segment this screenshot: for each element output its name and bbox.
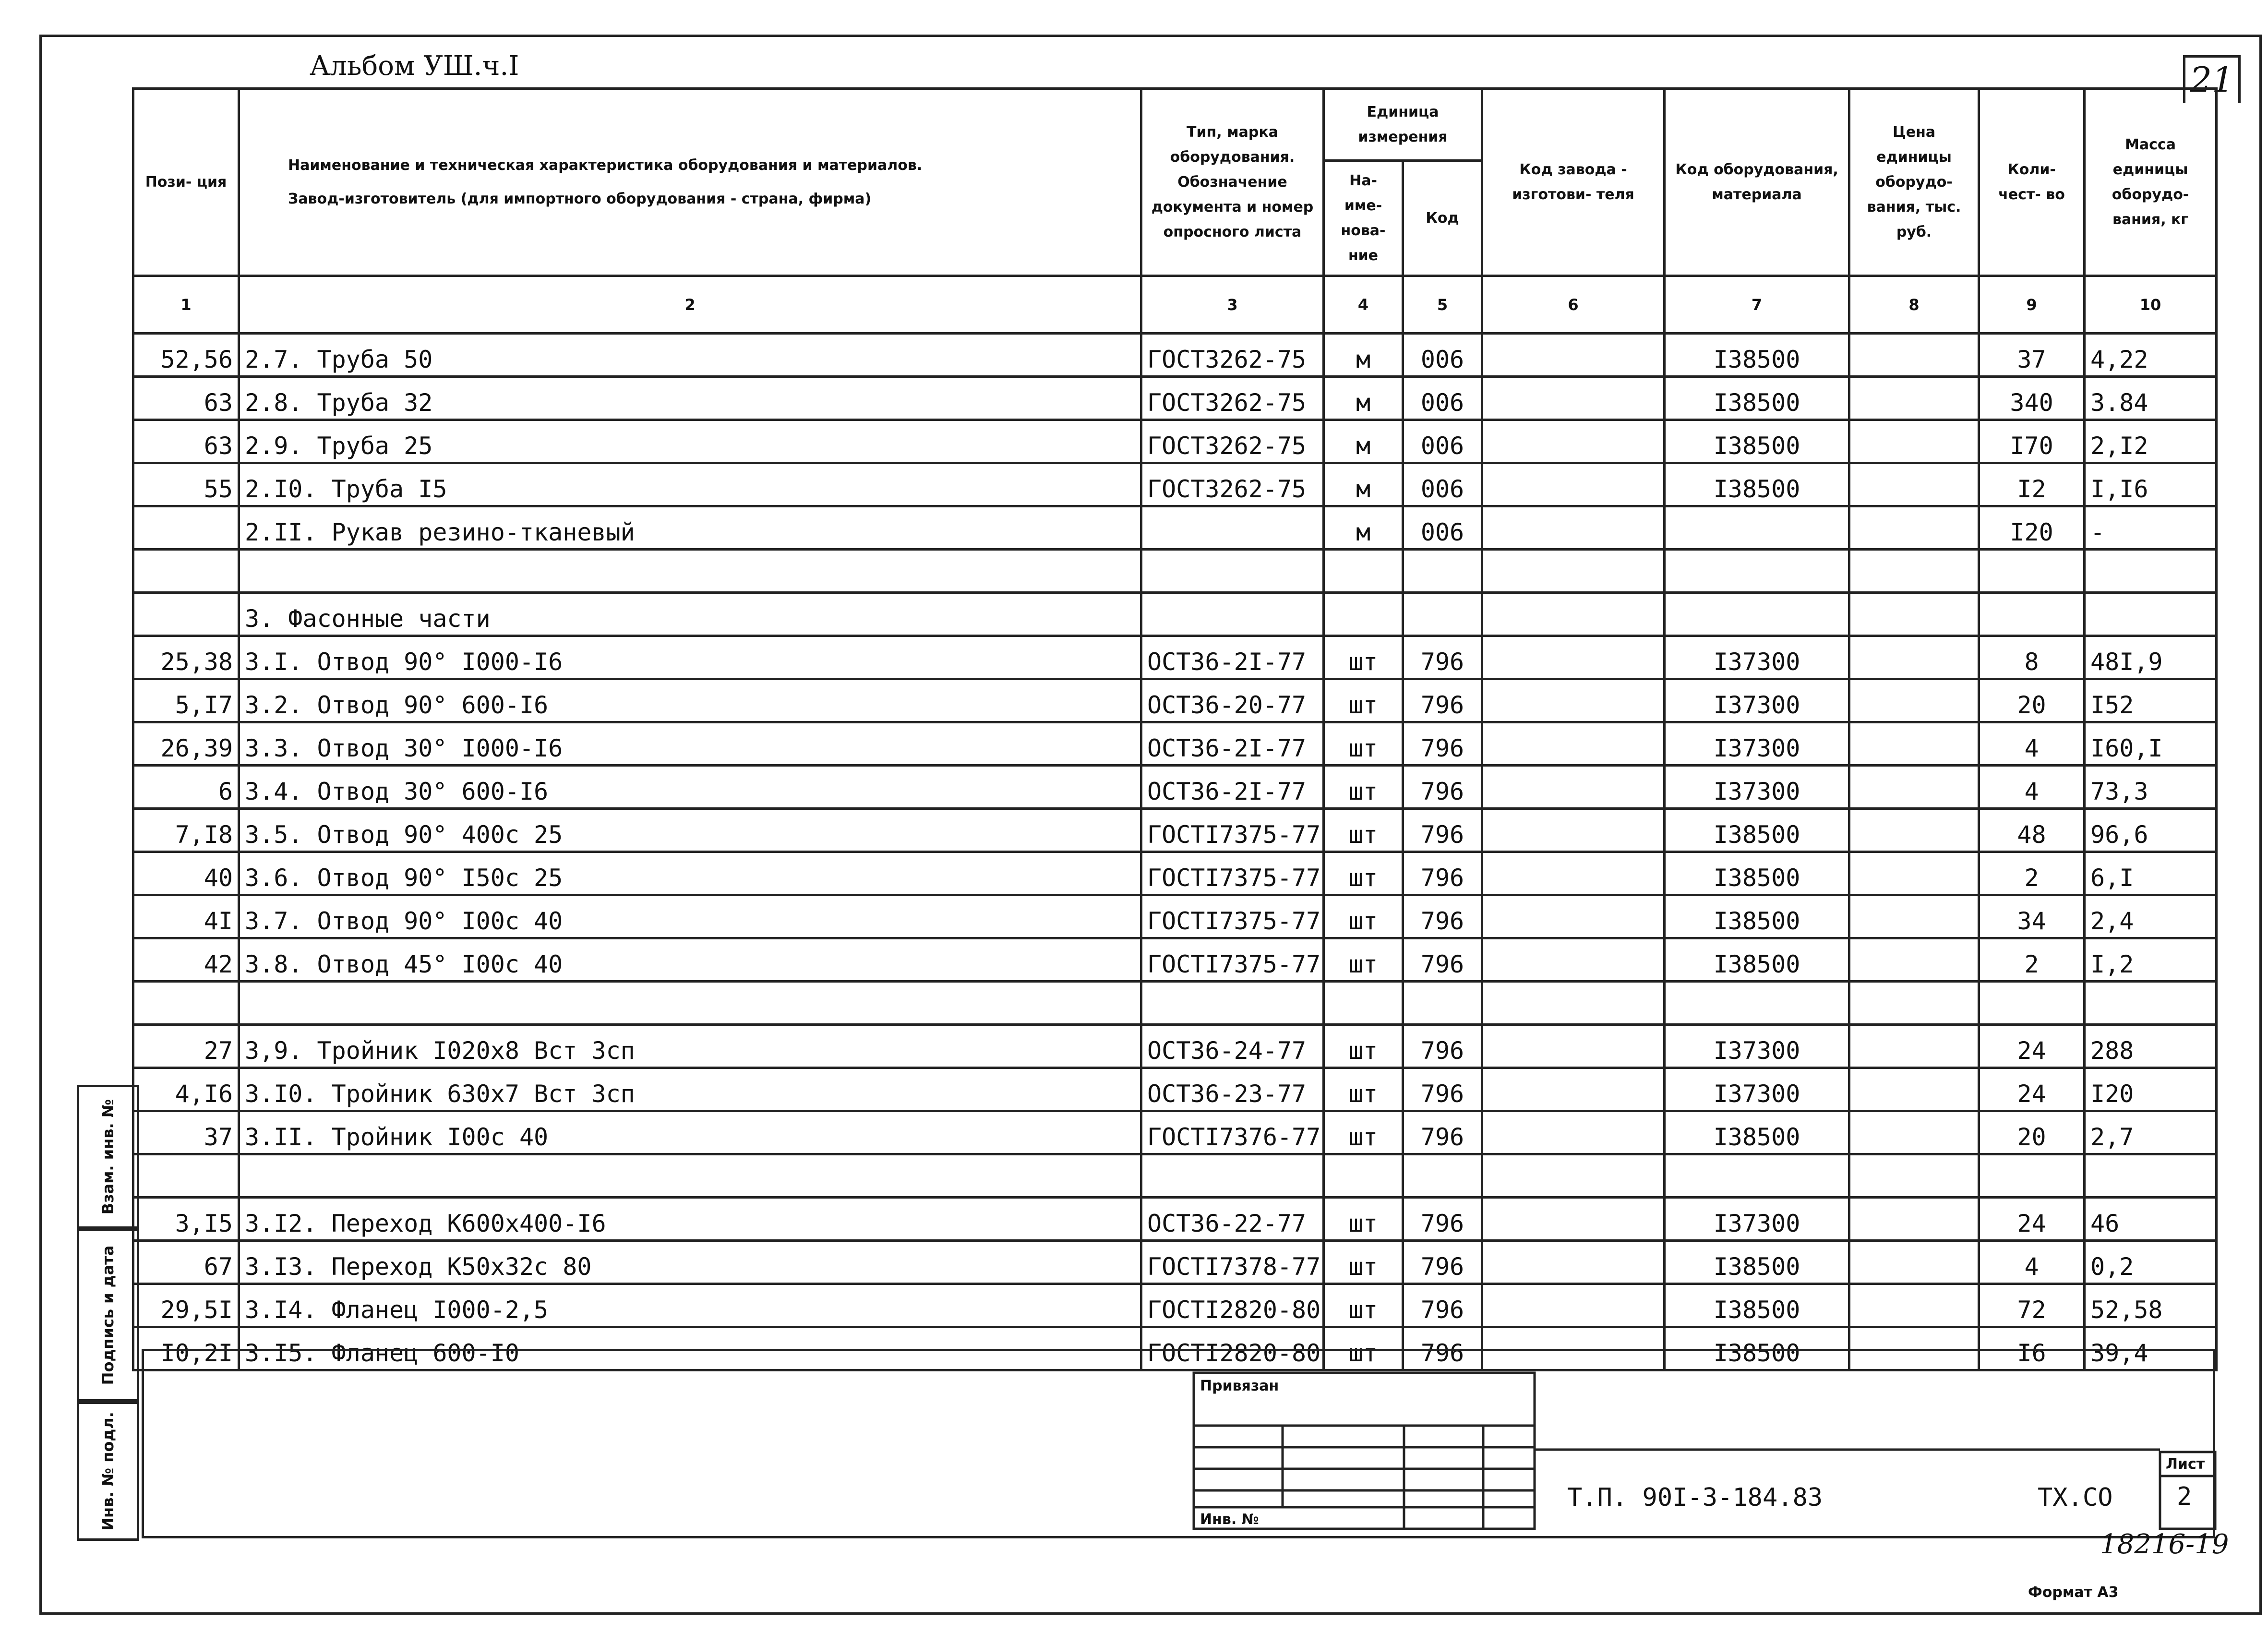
cell-name: 3.2. Отвод 90° 600-I6 <box>239 679 1141 722</box>
cell-position: 52,56 <box>133 334 239 377</box>
cell-position: 25,38 <box>133 636 239 679</box>
cell-unit-code: 006 <box>1403 377 1482 420</box>
cell-quantity: 24 <box>1979 1198 2085 1241</box>
cell-equipment-code: I38500 <box>1665 420 1849 463</box>
col-header-mass: Масса единицы оборудо- вания, кг <box>2085 89 2217 276</box>
cell-position: 40 <box>133 852 239 895</box>
cell-unit-name: шт <box>1324 852 1403 895</box>
cell-unit-name: м <box>1324 420 1403 463</box>
cell-mass: I52 <box>2085 679 2217 722</box>
cell-mass: I,2 <box>2085 938 2217 982</box>
cell-quantity: 34 <box>1979 895 2085 938</box>
cell-position: 42 <box>133 938 239 982</box>
cell-type-doc: ОСТ36-20-77 <box>1141 679 1324 722</box>
cell-quantity: 4 <box>1979 722 2085 766</box>
cell-type-doc: ГОСТ3262-75 <box>1141 463 1324 506</box>
cell-unit-code: 796 <box>1403 1068 1482 1111</box>
cell-unit-code: 796 <box>1403 809 1482 852</box>
cell-position: 3,I5 <box>133 1198 239 1241</box>
cell-unit-code: 796 <box>1403 1025 1482 1068</box>
list-label: Лист <box>2166 1456 2205 1473</box>
cell-name: 3.8. Отвод 45° I00с 40 <box>239 938 1141 982</box>
cell-unit-name: шт <box>1324 809 1403 852</box>
cell-mass: 2,7 <box>2085 1111 2217 1154</box>
cell-equipment-code: I38500 <box>1665 1241 1849 1284</box>
cell-unit-code: 006 <box>1403 334 1482 377</box>
col-number: 1 <box>133 276 239 334</box>
cell-mass: 96,6 <box>2085 809 2217 852</box>
cell-equipment-code: I38500 <box>1665 334 1849 377</box>
cell-unit-code: 796 <box>1403 636 1482 679</box>
cell-quantity: 8 <box>1979 636 2085 679</box>
cell-unit-code: 796 <box>1403 938 1482 982</box>
cell-position: 55 <box>133 463 239 506</box>
cell-name: 3,9. Тройник I020х8 Вст 3сп <box>239 1025 1141 1068</box>
cell-unit-name: м <box>1324 377 1403 420</box>
cell-quantity: 20 <box>1979 1111 2085 1154</box>
cell-name: 3.I5. Фланец 600-I0 <box>239 1327 1141 1370</box>
cell-unit-name: шт <box>1324 679 1403 722</box>
cell-mass: 39,4 <box>2085 1327 2217 1370</box>
cell-unit-name: шт <box>1324 938 1403 982</box>
cell-quantity: 340 <box>1979 377 2085 420</box>
cell-quantity: 4 <box>1979 766 2085 809</box>
cell-equipment-code: I37300 <box>1665 722 1849 766</box>
cell-quantity: I2 <box>1979 463 2085 506</box>
cell-equipment-code: I37300 <box>1665 679 1849 722</box>
cell-name: 3.3. Отвод 30° I000-I6 <box>239 722 1141 766</box>
cell-mass: 288 <box>2085 1025 2217 1068</box>
cell-equipment-code: I38500 <box>1665 377 1849 420</box>
col-header-position: Пози- ция <box>133 89 239 276</box>
col-header-unit-group: Единица измерения <box>1324 89 1482 161</box>
col-number: 4 <box>1324 276 1403 334</box>
cell-position: 7,I8 <box>133 809 239 852</box>
cell-unit-name: м <box>1324 506 1403 550</box>
cell-position: 63 <box>133 377 239 420</box>
col-header-name-line2: Завод-изготовитель (для импортного оборудования - страна, фирма) <box>288 190 872 207</box>
cell-unit-name: м <box>1324 463 1403 506</box>
stamp-privyazan: Привязан <box>1200 1378 1279 1394</box>
cell-name: 3.I4. Фланец I000-2,5 <box>239 1284 1141 1327</box>
cell-unit-code: 796 <box>1403 1198 1482 1241</box>
cell-equipment-code: I38500 <box>1665 1284 1849 1327</box>
cell-unit-code: 796 <box>1403 1241 1482 1284</box>
cell-unit-name: шт <box>1324 895 1403 938</box>
col-number: 5 <box>1403 276 1482 334</box>
col-number: 7 <box>1665 276 1849 334</box>
cell-unit-name: шт <box>1324 1111 1403 1154</box>
cell-mass: 2,I2 <box>2085 420 2217 463</box>
cell-unit-name: шт <box>1324 636 1403 679</box>
cell-mass: 48I,9 <box>2085 636 2217 679</box>
cell-unit-code: 796 <box>1403 1327 1482 1370</box>
cell-unit-code: 796 <box>1403 852 1482 895</box>
col-header-name-line1: Наименование и техническая характеристика оборудования и материалов. <box>288 156 923 174</box>
cell-name: 2.9. Труба 25 <box>239 420 1141 463</box>
col-number: 3 <box>1141 276 1324 334</box>
cell-equipment-code: I38500 <box>1665 938 1849 982</box>
cell-unit-name: м <box>1324 334 1403 377</box>
cell-mass: 6,I <box>2085 852 2217 895</box>
cell-mass: 46 <box>2085 1198 2217 1241</box>
cell-mass: 4,22 <box>2085 334 2217 377</box>
cell-type-doc: ОСТ36-2I-77 <box>1141 766 1324 809</box>
col-number: 2 <box>239 276 1141 334</box>
cell-type-doc: ГОСТ3262-75 <box>1141 420 1324 463</box>
cell-quantity: 4 <box>1979 1241 2085 1284</box>
cell-mass: I,I6 <box>2085 463 2217 506</box>
cell-unit-name: шт <box>1324 1327 1403 1370</box>
col-header-unit-code: Код <box>1403 161 1482 276</box>
col-header-price: Цена единицы оборудо- вания, тыс. руб. <box>1849 89 1979 276</box>
cell-name: 3.II. Тройник I00с 40 <box>239 1111 1141 1154</box>
cell-mass: 3.84 <box>2085 377 2217 420</box>
cell-unit-name: шт <box>1324 1068 1403 1111</box>
cell-name: 3.I. Отвод 90° I000-I6 <box>239 636 1141 679</box>
cell-type-doc: ГОСТI7376-77 <box>1141 1111 1324 1154</box>
cell-equipment-code: I37300 <box>1665 636 1849 679</box>
side-label: Подпись и дата <box>99 1245 117 1385</box>
cell-type-doc: ОСТ36-23-77 <box>1141 1068 1324 1111</box>
cell-name: 3.6. Отвод 90° I50с 25 <box>239 852 1141 895</box>
side-label: Инв. № подл. <box>99 1412 117 1531</box>
cell-position: 27 <box>133 1025 239 1068</box>
cell-name: 2.8. Труба 32 <box>239 377 1141 420</box>
cell-name: 2.7. Труба 50 <box>239 334 1141 377</box>
cell-type-doc: ГОСТI2820-80 <box>1141 1284 1324 1327</box>
cell-position: 29,5I <box>133 1284 239 1327</box>
cell-quantity: 24 <box>1979 1025 2085 1068</box>
cell-unit-code: 006 <box>1403 506 1482 550</box>
cell-position: 6 <box>133 766 239 809</box>
cell-mass: 0,2 <box>2085 1241 2217 1284</box>
cell-position: 67 <box>133 1241 239 1284</box>
cell-position: 4I <box>133 895 239 938</box>
cell-quantity: 48 <box>1979 809 2085 852</box>
cell-type-doc: ГОСТI7378-77 <box>1141 1241 1324 1284</box>
cell-unit-code: 006 <box>1403 463 1482 506</box>
cell-type-doc: ГОСТ3262-75 <box>1141 334 1324 377</box>
cell-unit-name: шт <box>1324 1241 1403 1284</box>
cell-mass: I60,I <box>2085 722 2217 766</box>
doc-code: Т.П. 90I-3-184.83 <box>1567 1483 1823 1512</box>
cell-type-doc: ОСТ36-2I-77 <box>1141 722 1324 766</box>
cell-position: 63 <box>133 420 239 463</box>
cell-equipment-code: I38500 <box>1665 809 1849 852</box>
cell-position: 4,I6 <box>133 1068 239 1111</box>
cell-equipment-code: I37300 <box>1665 1025 1849 1068</box>
cell-quantity: 2 <box>1979 938 2085 982</box>
album-title: Альбом УШ.ч.I <box>310 50 519 82</box>
cell-unit-code: 796 <box>1403 1284 1482 1327</box>
cell-unit-code: 796 <box>1403 1111 1482 1154</box>
cell-unit-code: 006 <box>1403 420 1482 463</box>
col-number: 10 <box>2085 276 2217 334</box>
cell-unit-code: 796 <box>1403 722 1482 766</box>
cell-type-doc: ГОСТI7375-77 <box>1141 852 1324 895</box>
cell-name: 3.4. Отвод 30° 600-I6 <box>239 766 1141 809</box>
col-header-type: Тип, марка оборудования. Обозначение документа и номер опросного листа <box>1141 89 1324 276</box>
cell-mass: 73,3 <box>2085 766 2217 809</box>
col-header-quantity: Коли- чест- во <box>1979 89 2085 276</box>
cell-unit-name: шт <box>1324 1025 1403 1068</box>
cell-type-doc: ОСТ36-22-77 <box>1141 1198 1324 1241</box>
col-header-unit-name: На- име- нова- ние <box>1324 161 1403 276</box>
cell-name: 2.II. Рукав резино-тканевый <box>239 506 1141 550</box>
list-number: 2 <box>2177 1482 2192 1511</box>
cell-position: I0,2I <box>133 1327 239 1370</box>
cell-type-doc: ОСТ36-2I-77 <box>1141 636 1324 679</box>
col-number: 6 <box>1482 276 1665 334</box>
cell-quantity: 72 <box>1979 1284 2085 1327</box>
cell-quantity: 20 <box>1979 679 2085 722</box>
cell-name: 3.7. Отвод 90° I00с 40 <box>239 895 1141 938</box>
cell-unit-code: 796 <box>1403 766 1482 809</box>
cell-name: 3.I2. Переход К600х400-I6 <box>239 1198 1141 1241</box>
col-number: 8 <box>1849 276 1979 334</box>
paper-format: Формат А3 <box>2028 1584 2119 1601</box>
cell-equipment-code: I38500 <box>1665 463 1849 506</box>
cell-type-doc: ГОСТI2820-80 <box>1141 1327 1324 1370</box>
cell-unit-code: 796 <box>1403 895 1482 938</box>
cell-position: 37 <box>133 1111 239 1154</box>
cell-quantity: 37 <box>1979 334 2085 377</box>
cell-equipment-code: I37300 <box>1665 1068 1849 1111</box>
cell-mass: I20 <box>2085 1068 2217 1111</box>
cell-equipment-code: I37300 <box>1665 1198 1849 1241</box>
cell-quantity: 24 <box>1979 1068 2085 1111</box>
cell-name: 3.I3. Переход К50х32с 80 <box>239 1241 1141 1284</box>
handwritten-number: 18216-19 <box>2100 1529 2229 1560</box>
sheet-mark: 21 <box>2183 55 2241 103</box>
cell-unit-name: шт <box>1324 1198 1403 1241</box>
col-header-equipment-code: Код оборудования, материала <box>1665 89 1849 276</box>
cell-name: 3. Фасонные части <box>239 593 1141 636</box>
cell-position: 26,39 <box>133 722 239 766</box>
cell-unit-name: шт <box>1324 766 1403 809</box>
cell-equipment-code: I38500 <box>1665 1111 1849 1154</box>
cell-mass: - <box>2085 506 2217 550</box>
cell-type-doc: ГОСТI7375-77 <box>1141 895 1324 938</box>
cell-equipment-code: I38500 <box>1665 1327 1849 1370</box>
cell-type-doc: ГОСТ3262-75 <box>1141 377 1324 420</box>
cell-mass: 52,58 <box>2085 1284 2217 1327</box>
cell-equipment-code: I38500 <box>1665 895 1849 938</box>
cell-quantity: I20 <box>1979 506 2085 550</box>
cell-name: 3.I0. Тройник 630х7 Вст 3сп <box>239 1068 1141 1111</box>
cell-position: 5,I7 <box>133 679 239 722</box>
cell-name: 2.I0. Труба I5 <box>239 463 1141 506</box>
cell-quantity: I70 <box>1979 420 2085 463</box>
side-label: Взам. инв. № <box>99 1099 117 1215</box>
cell-equipment-code: I37300 <box>1665 766 1849 809</box>
col-header-factory-code: Код завода - изготови- теля <box>1482 89 1665 276</box>
cell-equipment-code: I38500 <box>1665 852 1849 895</box>
col-number: 9 <box>1979 276 2085 334</box>
cell-type-doc: ОСТ36-24-77 <box>1141 1025 1324 1068</box>
cell-type-doc: ГОСТI7375-77 <box>1141 938 1324 982</box>
stamp-inv-no: Инв. № <box>1200 1511 1259 1528</box>
cell-quantity: 2 <box>1979 852 2085 895</box>
cell-quantity: I6 <box>1979 1327 2085 1370</box>
cell-name: 3.5. Отвод 90° 400с 25 <box>239 809 1141 852</box>
cell-unit-name: шт <box>1324 1284 1403 1327</box>
cell-unit-name: шт <box>1324 722 1403 766</box>
cell-unit-code: 796 <box>1403 679 1482 722</box>
cell-type-doc: ГОСТI7375-77 <box>1141 809 1324 852</box>
cell-mass: 2,4 <box>2085 895 2217 938</box>
doc-section-code: ТХ.СО <box>2038 1483 2113 1512</box>
